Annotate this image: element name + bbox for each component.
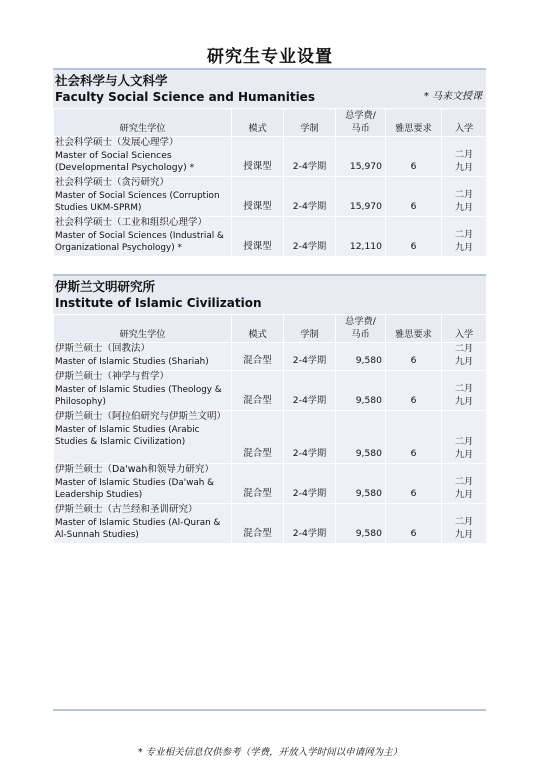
degree-name-zh: 社会科学硕士（贪污研究）: [55, 177, 170, 188]
col-intake: 入学: [442, 315, 487, 343]
program-table: [53, 314, 487, 544]
intake-feb: 二月: [454, 383, 474, 394]
ielts-cell: 6: [386, 137, 442, 177]
degree-cell: [54, 137, 232, 177]
col-ielts: 雅思要求: [386, 315, 442, 343]
duration-cell: 2-4学期: [284, 504, 336, 544]
degree-cell: [54, 177, 232, 217]
ielts-cell: 6: [386, 464, 442, 504]
mode-cell: 授课型: [232, 177, 284, 217]
degree-name-zh: 伊斯兰硕士（古兰经和圣训研究）: [55, 504, 198, 515]
table-header-row: [54, 109, 487, 137]
ielts-cell: 6: [386, 343, 442, 371]
col-fee: [336, 315, 386, 343]
mode-cell: 授课型: [232, 217, 284, 257]
ielts-cell: 6: [386, 371, 442, 411]
degree-cell: [54, 411, 232, 464]
section-header: [53, 68, 486, 108]
table-row: [54, 504, 487, 544]
section-islamic-civilization: [53, 274, 486, 544]
table-header-row: [54, 315, 487, 343]
col-duration: 学制: [284, 109, 336, 137]
section-social-science: [53, 68, 486, 257]
table-row: [54, 217, 487, 257]
intake-sep: 九月: [454, 395, 474, 407]
col-mode: 模式: [232, 109, 284, 137]
fee-line1: 总学费/: [345, 316, 376, 327]
intake-cell: [442, 137, 487, 177]
col-fee: [336, 109, 386, 137]
degree-cell: [54, 371, 232, 411]
ielts-cell: 6: [386, 217, 442, 257]
fee-cell: 9,580: [336, 411, 386, 464]
table-row: [54, 177, 487, 217]
intake-cell: [442, 411, 487, 464]
mode-cell: 混合型: [232, 371, 284, 411]
fee-cell: 15,970: [336, 177, 386, 217]
intake-cell: [442, 464, 487, 504]
degree-name-en: Master of Social Sciences (Developmental Psychology) *: [55, 149, 195, 173]
degree-name-zh: 伊斯兰硕士（回教法）: [55, 343, 151, 354]
fee-cell: 9,580: [336, 504, 386, 544]
degree-name-en: Master of Islamic Studies (Theology & Philosophy): [55, 384, 222, 407]
malay-note: * 马来文授课: [423, 91, 482, 102]
degree-name-en: Master of Islamic Studies (Da'wah & Leadership Studies): [55, 477, 215, 500]
duration-cell: 2-4学期: [284, 371, 336, 411]
col-ielts: 雅思要求: [386, 109, 442, 137]
footer-note: * 专业相关信息仅供参考（学费，开放入学时间以申请网为主）: [137, 747, 403, 758]
col-intake: 入学: [442, 109, 487, 137]
col-degree: 研究生学位: [54, 315, 232, 343]
duration-cell: 2-4学期: [284, 343, 336, 371]
fee-cell: 15,970: [336, 137, 386, 177]
intake-feb: 二月: [454, 476, 474, 487]
section-title-zh: 伊斯兰文明研究所: [55, 279, 156, 294]
program-table: [53, 108, 487, 257]
intake-feb: 二月: [454, 516, 474, 527]
intake-sep: 九月: [454, 488, 474, 500]
intake-feb: 二月: [454, 189, 474, 200]
degree-name-zh: 伊斯兰硕士（阿拉伯研究与伊斯兰文明）: [55, 411, 227, 422]
degree-name-en: Master of Islamic Studies (Al-Quran & Al-Sunnah Studies): [55, 517, 221, 540]
intake-cell: [442, 504, 487, 544]
degree-name-en: Master of Social Sciences (Corruption Studies UKM-SPRM): [55, 190, 220, 213]
fee-line1: 总学费/: [345, 110, 376, 121]
degree-cell: [54, 217, 232, 257]
intake-cell: [442, 217, 487, 257]
page-title: 研究生专业设置: [207, 47, 333, 67]
duration-cell: 2-4学期: [284, 411, 336, 464]
intake-feb: 二月: [454, 436, 474, 447]
intake-cell: [442, 343, 487, 371]
ielts-cell: 6: [386, 411, 442, 464]
section-title-en: Faculty Social Science and Humanities: [55, 90, 315, 104]
section-title-zh: 社会科学与人文科学: [55, 73, 168, 88]
mode-cell: 混合型: [232, 343, 284, 371]
table-row: [54, 137, 487, 177]
table-row: [54, 371, 487, 411]
fee-line2: 马币: [351, 328, 370, 340]
degree-cell: [54, 464, 232, 504]
degree-name-zh: 伊斯兰硕士（神学与哲学）: [55, 371, 170, 382]
fee-cell: 9,580: [336, 464, 386, 504]
intake-cell: [442, 177, 487, 217]
intake-sep: 九月: [454, 355, 474, 367]
col-duration: 学制: [284, 315, 336, 343]
intake-sep: 九月: [454, 528, 474, 540]
mode-cell: 混合型: [232, 464, 284, 504]
section-title-en: Institute of Islamic Civilization: [55, 296, 262, 310]
degree-name-zh: 伊斯兰硕士（Da'wah和领导力研究）: [55, 464, 214, 475]
degree-name-en: Master of Islamic Studies (Shariah): [55, 356, 209, 367]
duration-cell: 2-4学期: [284, 217, 336, 257]
fee-cell: 9,580: [336, 343, 386, 371]
footer-divider: [53, 709, 486, 711]
table-row: [54, 411, 487, 464]
intake-sep: 九月: [454, 201, 474, 213]
fee-cell: 12,110: [336, 217, 386, 257]
intake-cell: [442, 371, 487, 411]
mode-cell: 混合型: [232, 411, 284, 464]
section-header: [53, 274, 486, 314]
col-degree: 研究生学位: [54, 109, 232, 137]
table-row: [54, 343, 487, 371]
degree-cell: [54, 343, 232, 371]
intake-feb: 二月: [454, 229, 474, 240]
duration-cell: 2-4学期: [284, 464, 336, 504]
table-row: [54, 464, 487, 504]
duration-cell: 2-4学期: [284, 137, 336, 177]
duration-cell: 2-4学期: [284, 177, 336, 217]
degree-name-en: Master of Social Sciences (Industrial & Organizational Psychology) *: [55, 230, 224, 253]
intake-feb: 二月: [454, 343, 474, 354]
degree-name-zh: 社会科学硕士（发展心理学）: [55, 137, 179, 148]
ielts-cell: 6: [386, 177, 442, 217]
degree-cell: [54, 504, 232, 544]
mode-cell: 混合型: [232, 504, 284, 544]
intake-sep: 九月: [454, 161, 474, 173]
fee-cell: 9,580: [336, 371, 386, 411]
col-mode: 模式: [232, 315, 284, 343]
intake-sep: 九月: [454, 241, 474, 253]
fee-line2: 马币: [351, 122, 370, 134]
mode-cell: 授课型: [232, 137, 284, 177]
ielts-cell: 6: [386, 504, 442, 544]
degree-name-zh: 社会科学硕士（工业和组织心理学）: [55, 217, 208, 228]
degree-name-en: Master of Islamic Studies (Arabic Studies & Islamic Civilization): [55, 424, 200, 447]
intake-sep: 九月: [454, 448, 474, 460]
intake-feb: 二月: [454, 149, 474, 160]
